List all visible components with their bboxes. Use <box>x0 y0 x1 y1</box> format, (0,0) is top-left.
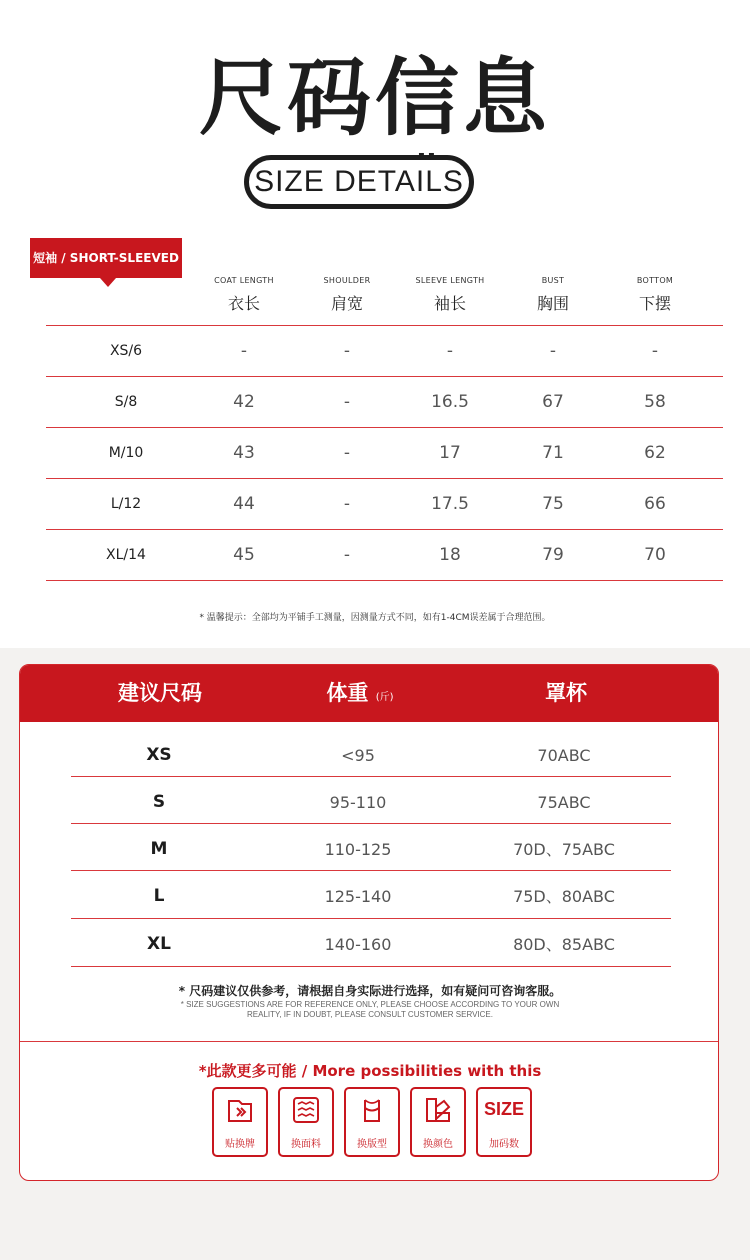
rec-cup: 70ABC <box>537 746 591 765</box>
cell-bottom: 62 <box>644 443 666 463</box>
column-header-en: COAT LENGTH <box>214 276 274 285</box>
table-row <box>71 873 671 920</box>
section-divider <box>20 1041 719 1042</box>
cell-coat-length: - <box>240 341 248 361</box>
column-header-en: BUST <box>541 276 565 285</box>
table-row <box>46 530 723 580</box>
table-row <box>71 826 671 873</box>
column-header-sleeve-length <box>395 276 505 314</box>
table-divider <box>71 776 671 777</box>
table-divider <box>46 580 723 581</box>
suggestion-note-en: * SIZE SUGGESTIONS ARE FOR REFERENCE ONLY, PLEASE CHOOSE ACCORDING TO YOUR OWN REALITY, IF IN DOUBT, PLEASE CONSULT CUSTOMER SERVICE. <box>180 1000 560 1019</box>
cell-sleeve-length: 17 <box>439 443 461 463</box>
size-label: L/12 <box>110 496 142 512</box>
cell-sleeve-length: 16.5 <box>431 392 469 412</box>
feature-label: 贴换牌 <box>225 1139 255 1150</box>
cell-bottom: 70 <box>644 545 666 565</box>
category-tag: 短袖 / SHORT-SLEEVED <box>30 238 182 278</box>
size-label: XS/6 <box>109 343 143 359</box>
page-subtitle: SIZE DETAILS <box>244 155 474 209</box>
header-size: 建议尺码 <box>118 681 202 705</box>
cell-shoulder: - <box>343 545 351 565</box>
rec-cup: 75D、80ABC <box>513 887 615 906</box>
size-label: S/8 <box>114 394 138 410</box>
header-cup: 罩杯 <box>545 681 587 705</box>
feature-extra-sizes <box>476 1087 532 1157</box>
column-header-coat-length <box>189 276 299 314</box>
column-header-bust <box>498 276 608 314</box>
feature-color <box>410 1087 466 1157</box>
cell-coat-length: 44 <box>233 494 255 514</box>
table-divider <box>71 823 671 824</box>
column-header-zh: 肩宽 <box>330 294 363 313</box>
garment-icon <box>357 1095 387 1125</box>
rec-weight: 110-125 <box>324 840 392 859</box>
table-row <box>71 732 671 779</box>
table-row <box>46 479 723 529</box>
feature-label: 换颜色 <box>423 1139 453 1150</box>
table-row <box>46 428 723 478</box>
cell-bottom: 66 <box>644 494 666 514</box>
feature-label: 换面料 <box>291 1139 321 1150</box>
table-divider <box>71 966 671 967</box>
fabric-icon <box>291 1095 321 1125</box>
cell-shoulder: - <box>343 392 351 412</box>
column-header-en: SLEEVE LENGTH <box>415 276 485 285</box>
feature-label-swap <box>212 1087 268 1157</box>
cell-coat-length: 43 <box>233 443 255 463</box>
column-header-zh: 胸围 <box>536 294 569 313</box>
rec-cup: 75ABC <box>537 793 591 812</box>
cell-sleeve-length: 18 <box>439 545 461 565</box>
cell-sleeve-length: 17.5 <box>431 494 469 514</box>
table-divider <box>71 918 671 919</box>
size-label: XL/14 <box>106 547 146 563</box>
measurement-note: * 温馨提示：全部均为平铺手工测量，因测量方式不同，如有1-4CM误差属于合理范围。 <box>199 613 551 623</box>
suggestion-note-zh: * 尺码建议仅供参考，请根据自身实际进行选择，如有疑问可咨询客服。 <box>178 984 562 998</box>
header-weight <box>280 665 440 726</box>
rec-size: M <box>150 839 168 859</box>
card-header <box>20 665 719 722</box>
table-divider <box>71 870 671 871</box>
header-weight-label: 体重 <box>326 681 369 705</box>
table-row <box>46 377 723 427</box>
rec-cup: 70D、75ABC <box>513 840 615 859</box>
table-row <box>71 921 671 968</box>
size-text-icon: SIZE <box>483 1099 524 1119</box>
header-weight-unit: (斤) <box>375 692 394 703</box>
column-header-shoulder <box>292 276 402 314</box>
cell-bust: 71 <box>542 443 564 463</box>
column-header-zh: 袖长 <box>433 294 466 313</box>
rec-weight: 140-160 <box>324 935 392 954</box>
feature-garment-fit <box>344 1087 400 1157</box>
cell-shoulder: - <box>343 443 351 463</box>
more-options-title: *此款更多可能 / More possibilities with this <box>198 1062 542 1080</box>
rec-weight: <95 <box>341 746 375 765</box>
column-header-bottom <box>600 276 710 314</box>
column-header-zh: 衣长 <box>227 294 260 313</box>
cell-bust: 67 <box>542 392 564 412</box>
rec-weight: 95-110 <box>329 793 387 812</box>
column-header-en: BOTTOM <box>636 276 674 285</box>
rec-cup: 80D、85ABC <box>513 935 615 954</box>
feature-label: 换版型 <box>357 1139 387 1150</box>
cell-shoulder: - <box>343 341 351 361</box>
label-swap-icon <box>225 1095 255 1125</box>
cell-sleeve-length: - <box>446 341 454 361</box>
cell-bust: - <box>549 341 557 361</box>
rec-weight: 125-140 <box>324 887 392 906</box>
feature-label: 加码数 <box>489 1139 519 1150</box>
cell-bust: 79 <box>542 545 564 565</box>
color-palette-icon <box>423 1095 453 1125</box>
column-header-en: SHOULDER <box>323 276 371 285</box>
cell-bottom: 58 <box>644 392 666 412</box>
rec-size: S <box>152 792 166 812</box>
column-header-zh: 下摆 <box>638 294 671 313</box>
rec-size: XL <box>147 934 171 954</box>
table-row <box>46 326 723 376</box>
cell-bottom: - <box>651 341 659 361</box>
decorative-dots: ▪ ▪ <box>418 150 435 161</box>
page-title: 尺码信息 <box>198 49 551 147</box>
feature-fabric <box>278 1087 334 1157</box>
cell-shoulder: - <box>343 494 351 514</box>
cell-coat-length: 42 <box>233 392 255 412</box>
rec-size: XS <box>146 745 172 765</box>
recommendation-card <box>19 664 719 1181</box>
rec-size: L <box>153 886 165 906</box>
cell-coat-length: 45 <box>233 545 255 565</box>
size-label: M/10 <box>108 445 144 461</box>
table-row <box>71 779 671 826</box>
cell-bust: 75 <box>542 494 564 514</box>
